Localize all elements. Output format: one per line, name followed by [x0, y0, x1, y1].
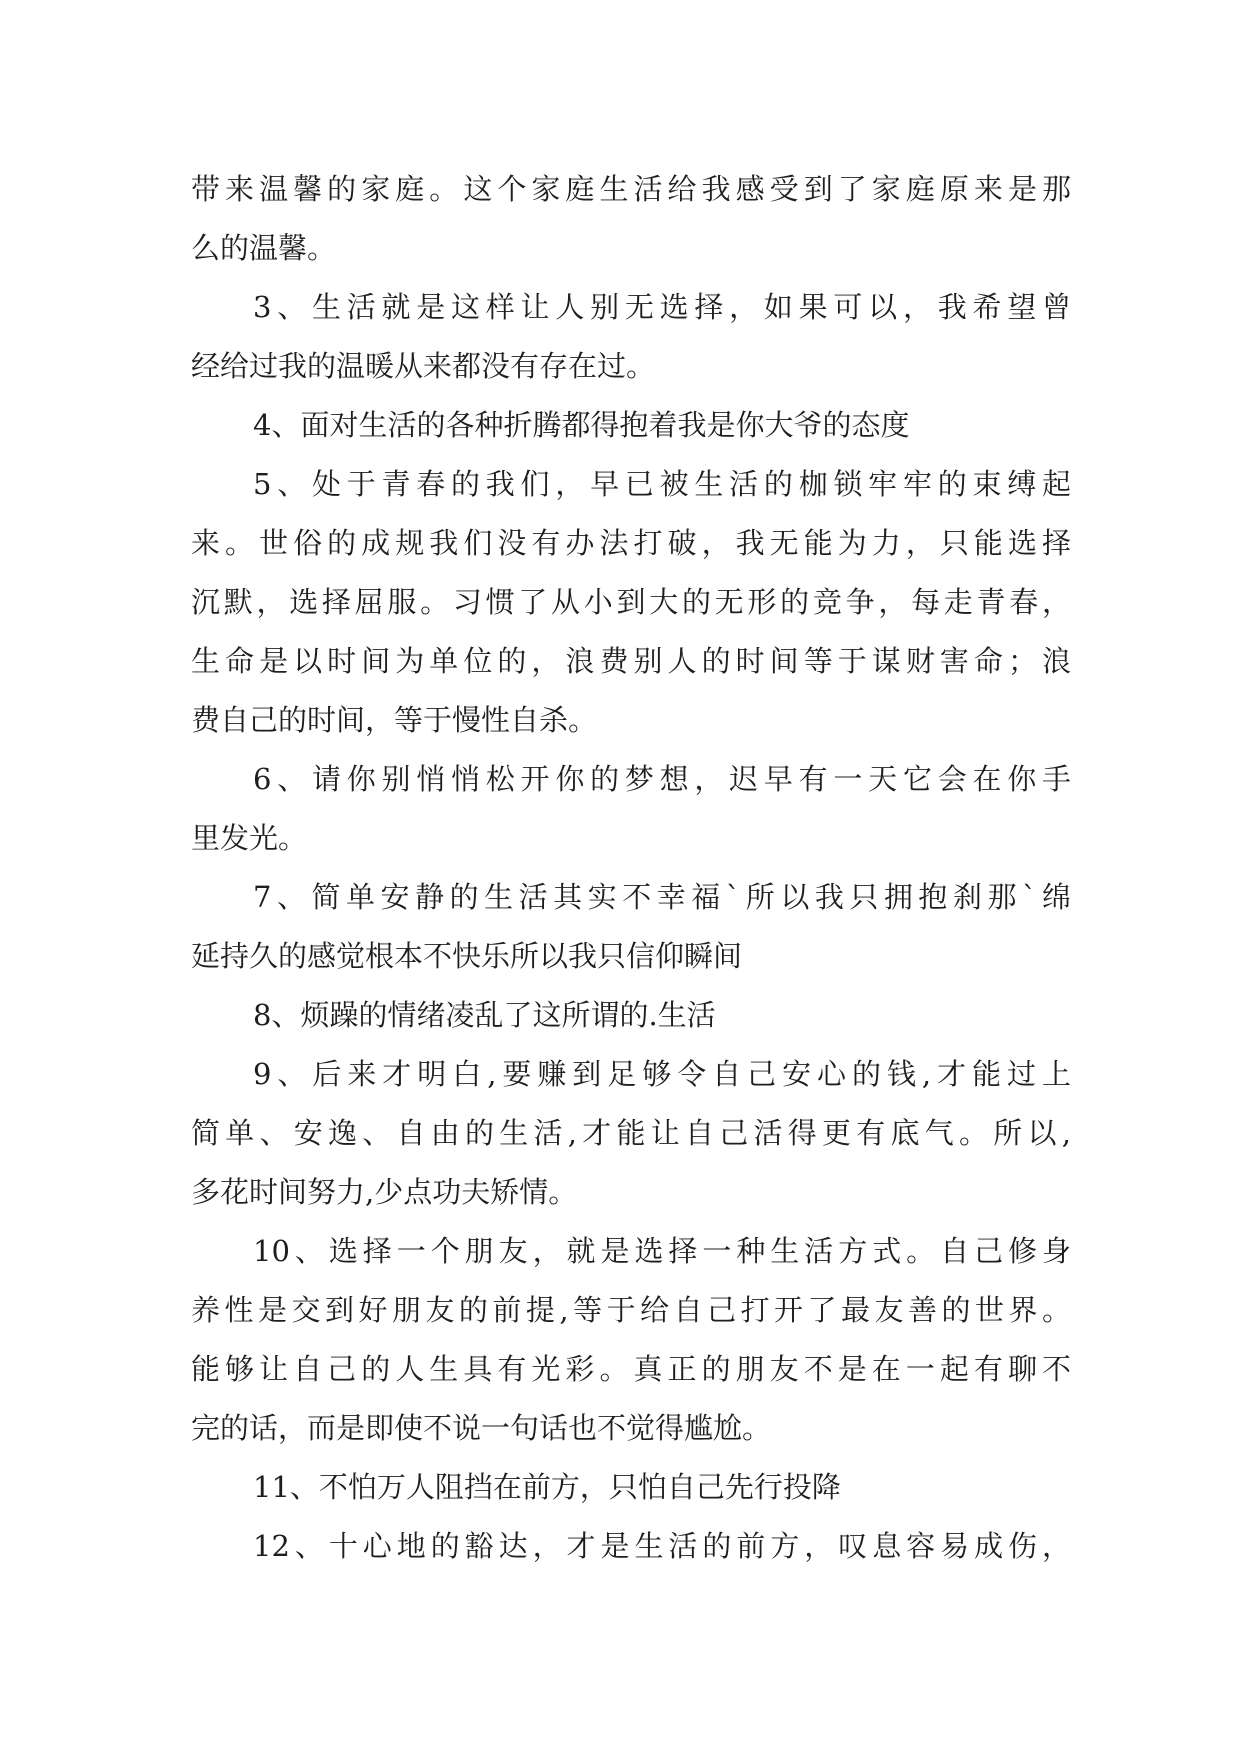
paragraph-10-start: 10、选择一个朋友，就是选择一种生活方式。自己修身 — [253, 1234, 1071, 1268]
text-line: 经给过我的温暖从来都没有存在过。 — [191, 349, 656, 383]
paragraph-9-start: 9、后来才明白,要赚到足够令自己安心的钱,才能过上 — [253, 1057, 1071, 1091]
paragraph-4: 4、面对生活的各种折腾都得抱着我是你大爷的态度 — [253, 408, 910, 442]
paragraph-11: 11、不怕万人阻挡在前方，只怕自己先行投降 — [253, 1470, 841, 1504]
paragraph-3-start: 3、生活就是这样让人别无选择，如果可以，我希望曾 — [253, 290, 1071, 324]
text-line: 简单、安逸、自由的生活,才能让自己活得更有底气。所以, — [191, 1116, 1071, 1150]
paragraph-12-start: 12、十心地的豁达，才是生活的前方，叹息容易成伤， — [253, 1529, 1071, 1563]
text-line: 来。世俗的成规我们没有办法打破，我无能为力，只能选择 — [191, 526, 1071, 560]
text-line: 沉默，选择屈服。习惯了从小到大的无形的竞争，每走青春， — [191, 585, 1071, 619]
document-body — [191, 160, 1071, 1576]
paragraph-6-start: 6、请你别悄悄松开你的梦想，迟早有一天它会在你手 — [253, 762, 1071, 796]
text-line: 么的温馨。 — [191, 231, 337, 265]
text-line: 费自己的时间，等于慢性自杀。 — [191, 703, 598, 737]
text-line: 里发光。 — [191, 821, 308, 855]
paragraph-5-start: 5、处于青春的我们，早已被生活的枷锁牢牢的束缚起 — [253, 467, 1071, 501]
text-line: 带来温馨的家庭。这个家庭生活给我感受到了家庭原来是那 — [191, 172, 1071, 206]
text-line: 能够让自己的人生具有光彩。真正的朋友不是在一起有聊不 — [191, 1352, 1071, 1386]
text-line: 延持久的感觉根本不快乐所以我只信仰瞬间 — [191, 939, 743, 973]
paragraph-8: 8、烦躁的情绪凌乱了这所谓的.生活 — [253, 998, 716, 1032]
text-line: 生命是以时间为单位的，浪费别人的时间等于谋财害命；浪 — [191, 644, 1071, 678]
text-line: 完的话，而是即使不说一句话也不觉得尴尬。 — [191, 1411, 772, 1445]
text-line: 养性是交到好朋友的前提,等于给自己打开了最友善的世界。 — [191, 1293, 1071, 1327]
paragraph-7-start: 7、简单安静的生活其实不幸福`所以我只拥抱刹那`绵 — [253, 880, 1071, 914]
text-line: 多花时间努力,少点功夫矫情。 — [191, 1175, 578, 1209]
